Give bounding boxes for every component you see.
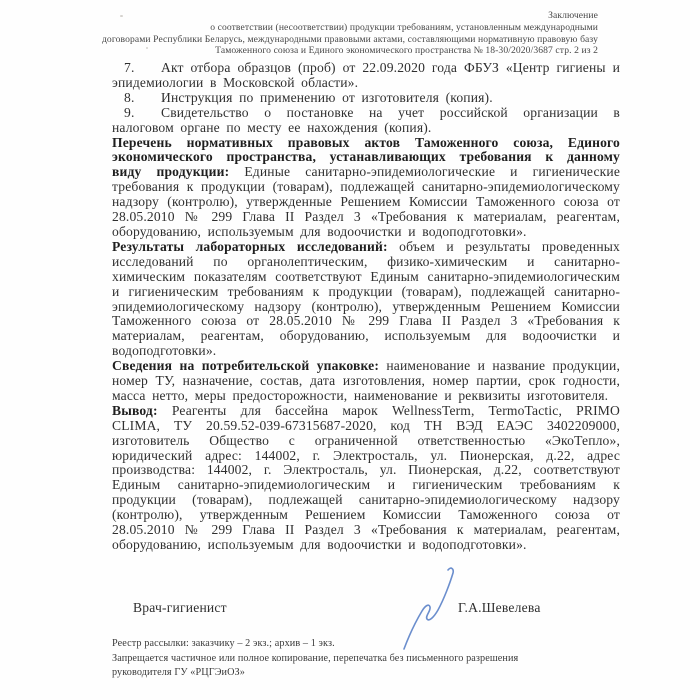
list-item-text: Инструкция по применению от изготовителя (копия). bbox=[161, 89, 493, 105]
paragraph-text: наименование и название продукции, номер ТУ, назначение, состав, дата изготовления, номер партии, срок годности, масса нетто, меры предосторожности, наименование и реквизиты изготовителя. bbox=[112, 358, 620, 403]
list-item-8 bbox=[112, 91, 620, 106]
paragraph-heading: Сведения на потребительской упаковке: bbox=[112, 358, 379, 374]
paragraph-heading: Вывод: bbox=[112, 402, 158, 418]
list-item-number: 9. bbox=[124, 104, 135, 120]
paragraph-conclusion bbox=[112, 404, 620, 553]
footer-copyright-line-2: руководителя ГУ «РЦГЭиОЗ» bbox=[112, 667, 245, 679]
paragraph-packaging-info bbox=[112, 359, 620, 404]
list-item-text: Свидетельство о постановке на учет российской организации в налоговом органе по месту ее нахождения (копия). bbox=[112, 104, 620, 135]
document-footer bbox=[112, 637, 620, 681]
header-line-page-number: Таможенного союза и Единого экономического пространства № 18-30/2020/3687 стр. 2 из 2 bbox=[215, 45, 598, 57]
footer-copyright-line: Запрещается частичное или полное копирование, перепечатка без письменного разрешения bbox=[112, 652, 519, 664]
paragraph-heading: Результаты лабораторных исследований: bbox=[112, 238, 388, 254]
document-header bbox=[100, 10, 598, 57]
list-item-7 bbox=[112, 61, 620, 91]
paragraph-text: Единые санитарно-эпидемиологические и гигиенические требования к продукции (товарам), подлежащей санитарно-эпидемиологическому надзору (контролю), утвержденные Решением Комиссии Таможенного союза от 28.05.2010 № 299 Глава II Раздел 3 «Требования к материалам, реагентам, оборудованию, используемым для водоочистки и водоподготовки». bbox=[112, 164, 621, 239]
signer-role: Врач-гигиенист bbox=[133, 600, 227, 615]
list-item-number: 7. bbox=[124, 60, 135, 75]
header-line-title: Заключение bbox=[548, 10, 598, 21]
header-line-3: договорами Республики Беларусь, международными правовыми актами, составляющими нормативную правовую базу bbox=[101, 33, 598, 45]
list-item-number: 8. bbox=[124, 89, 135, 105]
paragraph-text: Реагенты для бассейна марок WellnessTerm, TermoTactic, PRIMO CLIMA, ТУ 20.59.52-039-67315687-2020, код ТН ВЭД ЕАЭС 3402209000, изготовитель Общество с ограниченной ответственностью «ЭкоТепло», юридический адрес: 144002, г. Электросталь, ул. Пионерская, д.22, адрес производства: 144002, г. Электросталь, ул. Пионерская, д.22, соответствуют Единым санитарно-эпидемиологическим и гигиеническим требованиям к продукции (товарам), подлежащей санитарно-эпидемиологическому надзору (контролю), утвержденным Решением Комиссии Таможенного союза от 28.05.2010 № 299 Глава II Раздел 3 «Требования к материалам, реагентам, оборудованию, используемым для водоочистки и водоподготовки». bbox=[112, 402, 620, 552]
signer-name: Г.А.Шевелева bbox=[458, 600, 541, 615]
paragraph-lab-results bbox=[112, 240, 620, 359]
list-item-text: Акт отбора образцов (проб) от 22.09.2020 года ФБУЗ «Центр гигиены и эпидемиологии в Московской области». bbox=[112, 60, 620, 90]
document-body bbox=[112, 61, 620, 553]
header-line-2: о соответствии (несоответствии) продукции требованиям, установленным международными bbox=[210, 21, 598, 33]
paragraph-text: объем и результаты проведенных исследований по органолептическим, физико-химическим и санитарно-химическим показателям соответствуют Единым санитарно-эпидемиологическим и гигиеническим требованиям к продукции (товарам), подлежащей санитарно-эпидемиологическому надзору (контролю), утвержденным Решением Комиссии Таможенного союза от 28.05.2010 № 299 Глава II Раздел 3 «Требования к материалам, реагентам, оборудованию, используемым для водоочистки и водоподготовки». bbox=[112, 238, 620, 359]
paragraph-normative-acts bbox=[112, 136, 620, 240]
footer-distribution-line: Реестр рассылки: заказчику – 2 экз.; архив – 1 экз. bbox=[112, 638, 335, 649]
paragraph-heading: Перечень нормативных правовых актов Таможенного союза, Единого экономического пространства, устанавливающих требования к данному виду продукции: bbox=[112, 134, 620, 180]
list-item-9 bbox=[112, 106, 620, 136]
